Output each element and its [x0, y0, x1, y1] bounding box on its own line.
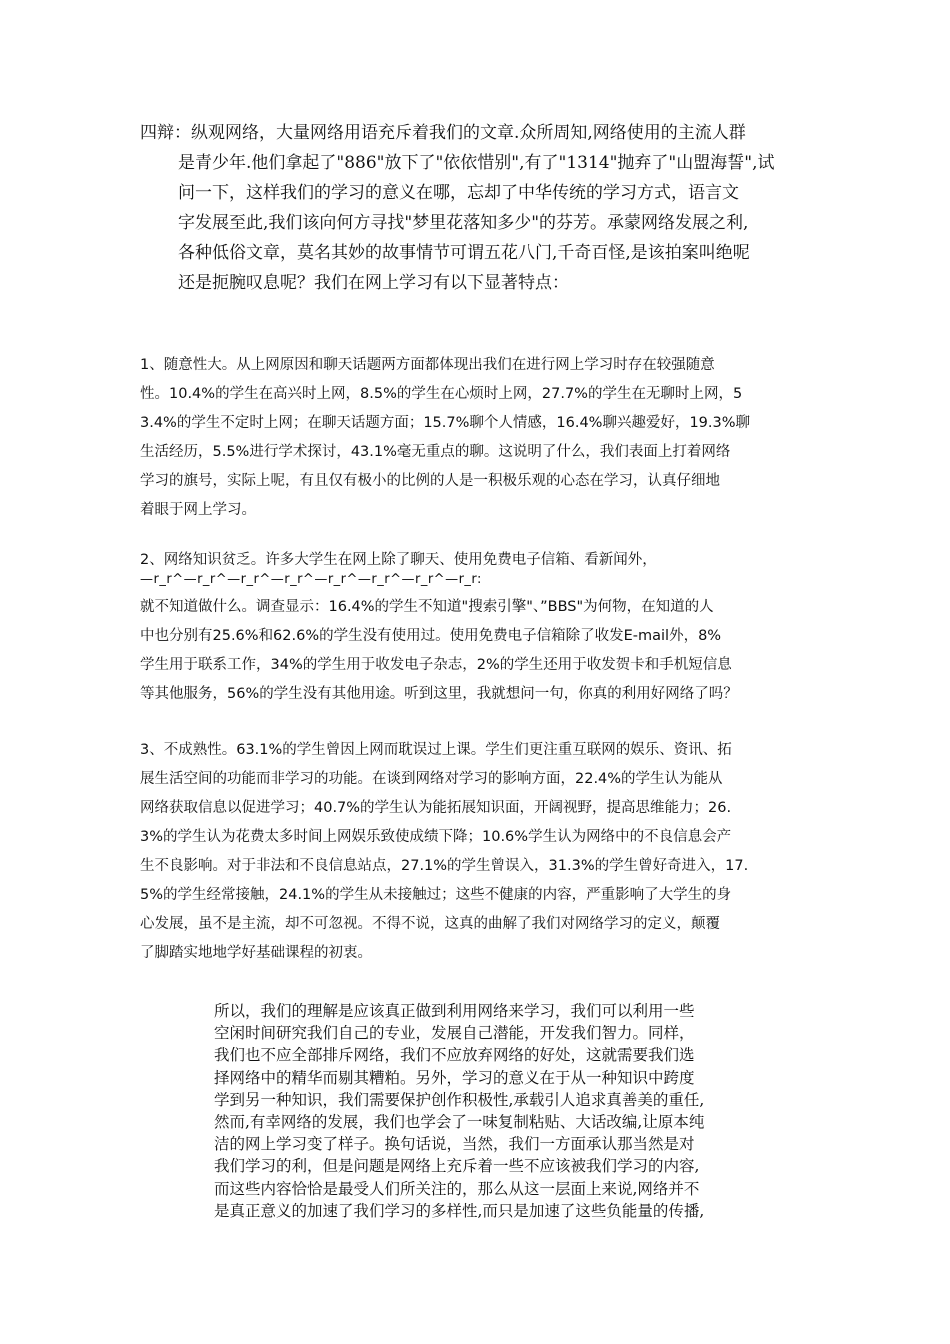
text-line: 四辩：纵观网络，大量网络用语充斥着我们的文章.众所周知,网络使用的主流人群	[140, 123, 746, 143]
text-line: 等其他服务，56%的学生没有其他用途。听到这里，我就想问一句，你真的利用好网络了吗？	[140, 686, 738, 702]
garbled-text-line: —r_r^—r_r^—r_r^—r_r^—r_r^—r_r^—r_r^—r_r:	[140, 572, 482, 587]
text-line: 还是扼腕叹息呢？我们在网上学习有以下显著特点：	[178, 273, 569, 293]
text-line: 各种低俗文章，莫名其妙的故事情节可谓五花八门,千奇百怪,是该拍案叫绝呢	[178, 243, 750, 263]
text-line: 空闲时间研究我们自己的专业，发展自己潜能，开发我们智力。同样，	[214, 1024, 695, 1043]
fourth-debater-paragraph	[140, 118, 830, 298]
text-line: 性。10.4%的学生在高兴时上网，8.5%的学生在心烦时上网，27.7%的学生在无聊时上网，5	[140, 386, 743, 402]
text-line: 3%的学生认为花费太多时间上网娱乐致使成绩下降；10.6%学生认为网络中的不良信息会产	[140, 829, 732, 845]
text-line: 中也分别有25.6%和62.6%的学生没有使用过。使用免费电子信箱除了收发E-mail外，8%	[140, 628, 722, 644]
text-line: 而这些内容恰恰是最受人们所关注的，那么从这一层面上来说,网络并不	[214, 1179, 700, 1198]
text-line: 是真正意义的加速了我们学习的多样性,而只是加速了这些负能量的传播,	[214, 1201, 705, 1220]
text-line: 洁的网上学习变了样子。换句话说，当然，我们一方面承认那当然是对	[214, 1135, 695, 1154]
text-line: 3、不成熟性。63.1%的学生曾因上网而耽误过上课。学生们更注重互联网的娱乐、资讯、拓	[140, 742, 732, 758]
text-line: 了脚踏实地地学好基础课程的初衷。	[140, 945, 372, 961]
text-line: 生活经历，5.5%进行学术探讨，43.1%毫无重点的聊。这说明了什么，我们表面上打着网络	[140, 444, 731, 460]
text-line: 所以，我们的理解是应该真正做到利用网络来学习，我们可以利用一些	[214, 1002, 695, 1020]
text-line: 着眼于网上学习。	[140, 502, 256, 518]
text-line: 生不良影响。对于非法和不良信息站点，27.1%的学生曾误入，31.3%的学生曾好奇进入，17.	[140, 858, 749, 874]
text-line: 我们学习的利，但是问题是网络上充斥着一些不应该被我们学习的内容,	[214, 1157, 700, 1176]
text-line: 是青少年.他们拿起了"886"放下了"依依惜别",有了"1314"抛弃了"山盟海誓",试	[178, 153, 775, 173]
text-line: 1、随意性大。从上网原因和聊天话题两方面都体现出我们在进行网上学习时存在较强随意	[140, 357, 715, 373]
text-line: 展生活空间的功能而非学习的功能。在谈到网络对学习的影响方面，22.4%的学生认为能从	[140, 771, 723, 787]
text-line: 学到另一种知识，我们需要保护创作积极性,承载引人追求真善美的重任,	[214, 1090, 705, 1109]
point-immaturity-paragraph	[140, 736, 830, 968]
conclusion-paragraph	[214, 1000, 834, 1222]
text-line: 择网络中的精华而剔其糟粕。另外，学习的意义在于从一种知识中跨度	[214, 1068, 695, 1087]
text-line: 我们也不应全部排斥网络，我们不应放弃网络的好处，这就需要我们选	[214, 1046, 695, 1065]
text-line: 3.4%的学生不定时上网；在聊天话题方面；15.7%聊个人情感，16.4%聊兴趣爱好，19.3%聊	[140, 415, 751, 431]
point-randomness-paragraph	[140, 351, 830, 525]
text-line: 然而,有幸网络的发展，我们也学会了一味复制粘贴、大话改编,让原本纯	[214, 1113, 705, 1132]
text-line: 心发展，虽不是主流，却不可忽视。不得不说，这真的曲解了我们对网络学习的定义，颠覆	[140, 916, 720, 932]
text-line: 学生用于联系工作，34%的学生用于收发电子杂志，2%的学生还用于收发贺卡和手机短信息	[140, 657, 732, 673]
text-line: 字发展至此,我们该向何方寻找"梦里花落知多少"的芬芳。承蒙网络发展之利,	[178, 213, 749, 233]
text-line: 学习的旗号，实际上呢，有且仅有极小的比例的人是一积极乐观的心态在学习，认真仔细地	[140, 473, 720, 489]
text-line: 2、网络知识贫乏。许多大学生在网上除了聊天、使用免费电子信箱、看新闻外，	[140, 552, 657, 568]
text-line: 5%的学生经常接触，24.1%的学生从未接触过；这些不健康的内容，严重影响了大学生的身	[140, 887, 732, 903]
text-line: 问一下，这样我们的学习的意义在哪，忘却了中华传统的学习方式，语言文	[178, 183, 739, 203]
text-line: 就不知道做什么。调查显示：16.4%的学生不知道"搜索引擎"、”BBS"为何物，在知道的人	[140, 599, 714, 615]
point-knowledge-paragraph	[140, 549, 830, 709]
text-line: 网络获取信息以促进学习；40.7%的学生认为能拓展知识面，开阔视野，提高思维能力；26.	[140, 800, 732, 816]
